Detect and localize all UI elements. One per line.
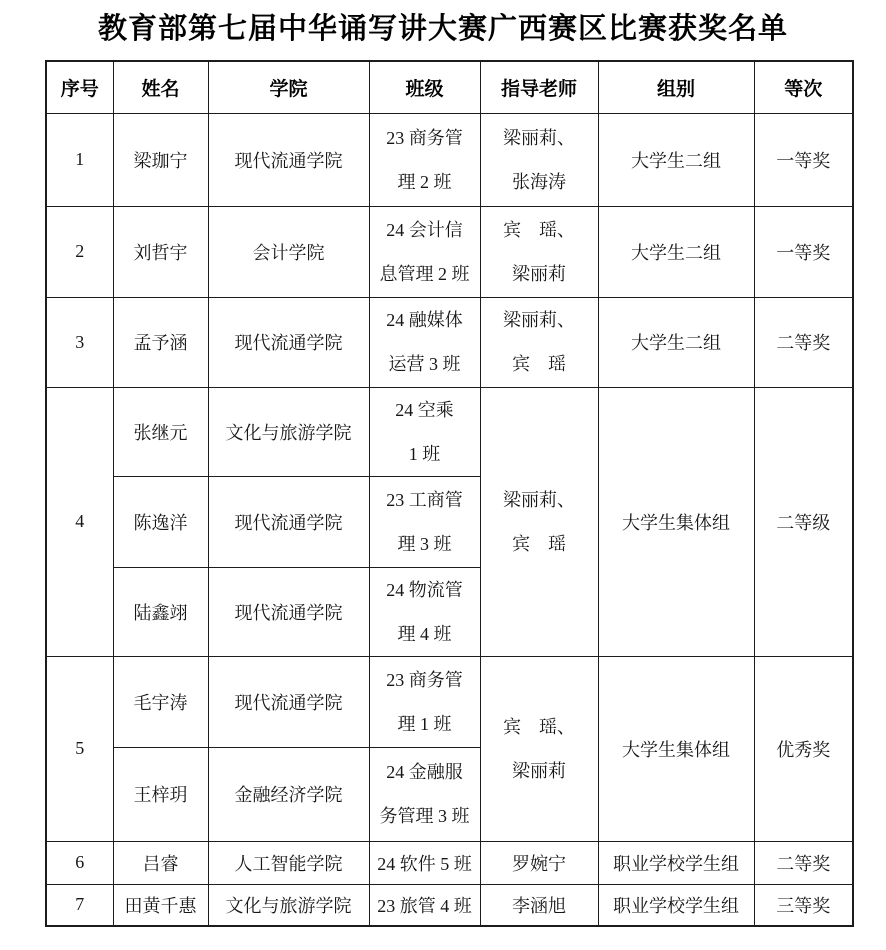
serial-cell: 2	[46, 206, 113, 297]
class-cell: 24 软件 5 班	[369, 841, 480, 884]
award-cell: 一等奖	[754, 206, 853, 297]
table-row	[46, 656, 853, 747]
group-cell: 大学生二组	[598, 113, 754, 206]
group-cell: 大学生二组	[598, 206, 754, 297]
advisor-cell: 宾 瑶、 梁丽莉	[480, 206, 598, 297]
header-serial: 序号	[46, 61, 113, 113]
group-cell: 职业学校学生组	[598, 884, 754, 926]
class-cell: 24 会计信 息管理 2 班	[369, 206, 480, 297]
name-cell: 毛宇涛	[113, 656, 208, 747]
class-cell: 23 工商管 理 3 班	[369, 476, 480, 567]
serial-cell: 7	[46, 884, 113, 926]
name-cell: 王梓玥	[113, 747, 208, 841]
page-title: 教育部第七届中华诵写讲大赛广西赛区比赛获奖名单	[97, 13, 788, 45]
advisor-cell: 梁丽莉、 宾 瑶	[480, 387, 598, 656]
advisor-cell: 梁丽莉、 宾 瑶	[480, 297, 598, 387]
college-cell: 文化与旅游学院	[208, 884, 369, 926]
college-cell: 会计学院	[208, 206, 369, 297]
serial-cell: 1	[46, 113, 113, 206]
name-cell: 梁珈宁	[113, 113, 208, 206]
header-college: 学院	[208, 61, 369, 113]
serial-cell: 3	[46, 297, 113, 387]
award-cell: 一等奖	[754, 113, 853, 206]
name-cell: 张继元	[113, 387, 208, 476]
name-cell: 陆鑫翊	[113, 567, 208, 656]
class-cell: 23 商务管 理 2 班	[369, 113, 480, 206]
class-cell: 23 商务管 理 1 班	[369, 656, 480, 747]
name-cell: 孟予涵	[113, 297, 208, 387]
college-cell: 文化与旅游学院	[208, 387, 369, 476]
college-cell: 人工智能学院	[208, 841, 369, 884]
header-row	[46, 61, 853, 113]
table-row	[46, 297, 853, 387]
class-cell: 24 空乘 1 班	[369, 387, 480, 476]
serial-cell: 5	[46, 656, 113, 841]
award-cell: 二等奖	[754, 841, 853, 884]
name-cell: 刘哲宇	[113, 206, 208, 297]
class-cell: 24 物流管 理 4 班	[369, 567, 480, 656]
advisor-cell: 李涵旭	[480, 884, 598, 926]
class-cell: 24 融媒体 运营 3 班	[369, 297, 480, 387]
class-cell: 24 金融服 务管理 3 班	[369, 747, 480, 841]
name-cell: 吕睿	[113, 841, 208, 884]
award-cell: 优秀奖	[754, 656, 853, 841]
class-cell: 23 旅管 4 班	[369, 884, 480, 926]
name-cell: 陈逸洋	[113, 476, 208, 567]
table-row	[46, 884, 853, 926]
name-cell: 田黄千惠	[113, 884, 208, 926]
group-cell: 职业学校学生组	[598, 841, 754, 884]
serial-cell: 6	[46, 841, 113, 884]
table-row	[46, 841, 853, 884]
group-cell: 大学生集体组	[598, 656, 754, 841]
group-cell: 大学生集体组	[598, 387, 754, 656]
header-class: 班级	[369, 61, 480, 113]
college-cell: 现代流通学院	[208, 656, 369, 747]
advisor-cell: 宾 瑶、 梁丽莉	[480, 656, 598, 841]
award-cell: 二等奖	[754, 297, 853, 387]
advisor-cell: 罗婉宁	[480, 841, 598, 884]
college-cell: 现代流通学院	[208, 297, 369, 387]
award-cell: 二等级	[754, 387, 853, 656]
group-cell: 大学生二组	[598, 297, 754, 387]
serial-cell: 4	[46, 387, 113, 656]
header-award: 等次	[754, 61, 853, 113]
table-row	[46, 206, 853, 297]
table-row	[46, 387, 853, 476]
header-advisor: 指导老师	[480, 61, 598, 113]
college-cell: 现代流通学院	[208, 567, 369, 656]
award-cell: 三等奖	[754, 884, 853, 926]
header-group: 组别	[598, 61, 754, 113]
college-cell: 现代流通学院	[208, 113, 369, 206]
award-table	[45, 60, 854, 927]
college-cell: 现代流通学院	[208, 476, 369, 567]
table-row	[46, 113, 853, 206]
header-name: 姓名	[113, 61, 208, 113]
college-cell: 金融经济学院	[208, 747, 369, 841]
advisor-cell: 梁丽莉、 张海涛	[480, 113, 598, 206]
